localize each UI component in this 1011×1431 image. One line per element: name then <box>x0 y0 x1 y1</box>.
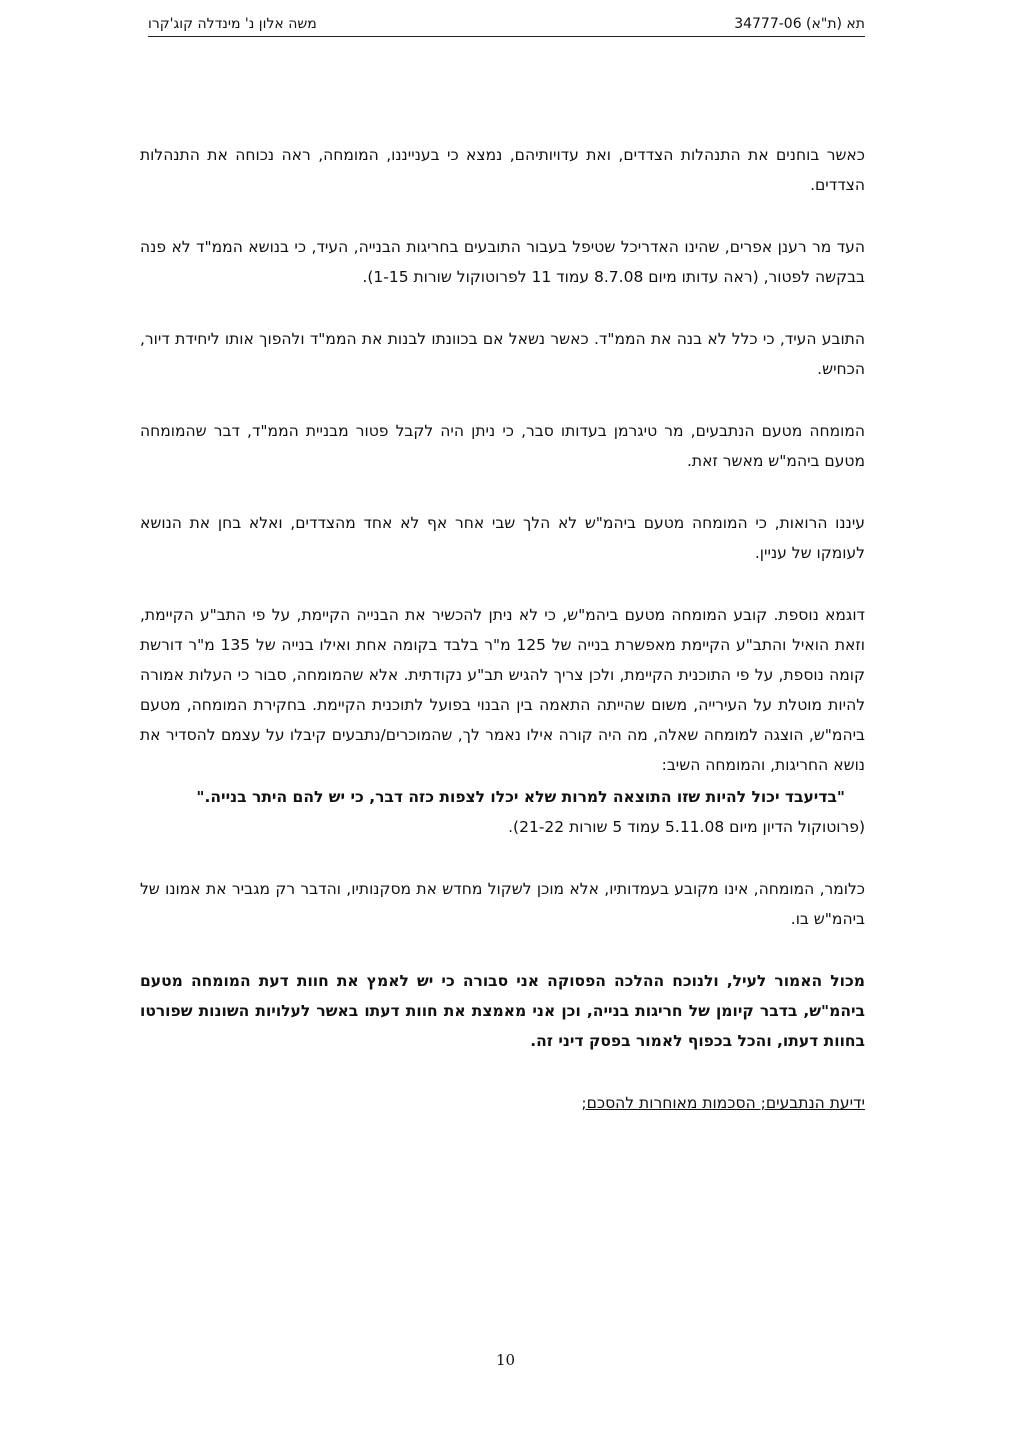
expert-quote: "בדיעבד יכול להיות שזו התוצאה למרות שלא יכלו לצפות כזה דבר, כי יש להם היתר בנייה." <box>196 788 845 806</box>
conclusion-paragraph: מכול האמור לעיל, ולנוכח ההלכה הפסוקה אני סבורה כי יש לאמץ את חוות דעת המומחה מטעם ביהמ"ש, בדבר קיומן של חריגות בנייה, וכן אני מאמצת את חוות דעתו באשר לעלויות השונות שפורטו בחוות דעתו, והכל בכפוף לאמור בפסק דיני זה. <box>140 972 865 1050</box>
case-number: תא (ת"א) 34777-06 <box>734 16 865 32</box>
paragraph-4: המומחה מטעם הנתבעים, מר טיגרמן בעדותו סבר, כי ניתן היה לקבל פטור מבניית הממ"ד, דבר שהמומחה מטעם ביהמ"ש מאשר זאת. <box>140 422 865 470</box>
document-body <box>140 140 865 1118</box>
page-header <box>148 14 865 37</box>
paragraph-7: כלומר, המומחה, אינו מקובע בעמדותיו, אלא מוכן לשקול מחדש את מסקנותיו, והדבר רק מגביר את אמונו של ביהמ"ש בו. <box>140 880 865 928</box>
paragraph-3: התובע העיד, כי כלל לא בנה את הממ"ד. כאשר נשאל אם בכוונתו לבנות את הממ"ד ולהפוך אותו ליחידת דיור, הכחיש. <box>140 330 865 378</box>
page-number: 10 <box>495 1351 516 1369</box>
paragraph-5: עיננו הרואות, כי המומחה מטעם ביהמ"ש לא הלך שבי אחר אף לא אחד מהצדדים, ואלא בחן את הנושא לעומקו של עניין. <box>140 514 865 562</box>
section-heading: ידיעת הנתבעים; הסכמות מאוחרות להסכם; <box>581 1094 865 1112</box>
paragraph-1: כאשר בוחנים את התנהלות הצדדים, ואת עדויותיהם, נמצא כי בענייננו, המומחה, ראה נכוחה את התנהלות הצדדים. <box>140 146 865 194</box>
quote-citation: (פרוטוקול הדיון מיום 5.11.08 עמוד 5 שורות 21-22). <box>508 818 865 836</box>
paragraph-2: העד מר רענן אפרים, שהינו האדריכל שטיפל בעבור התובעים בחריגות הבנייה, העיד, כי בנושא הממ"ד לא פנה בבקשה לפטור, (ראה עדותו מיום 8.7.08 עמוד 11 לפרוטוקול שורות 1-15). <box>140 238 865 286</box>
paragraph-6: דוגמא נוספת. קובע המומחה מטעם ביהמ"ש, כי לא ניתן להכשיר את הבנייה הקיימת, על פי התב"ע הקיימת, וזאת הואיל והתב"ע הקיימת מאפשרת בנייה של 125 מ"ר בלבד בקומה אחת ואילו בנייה של 135 מ"ר דורשת קומה נוספת, על פי התוכנית הקיימת, ולכן צריך להגיש תב"ע נקודתית. אלא שהמומחה, סבור כי העלות אמורה להיות מוטלת על העירייה, משום שהייתה התאמה בין הבנוי בפועל לתוכנית הקיימת. בחקירת המומחה, מטעם ביהמ"ש, הוצגה למומחה שאלה, מה היה קורה אילו נאמר לך, שהמוכרים/נתבעים קיבלו על עצמם להסדיר את נושא החריגות, והמומחה השיב: <box>140 606 866 774</box>
case-parties: משה אלון נ' מינדלה קוג'קרו <box>148 16 317 32</box>
